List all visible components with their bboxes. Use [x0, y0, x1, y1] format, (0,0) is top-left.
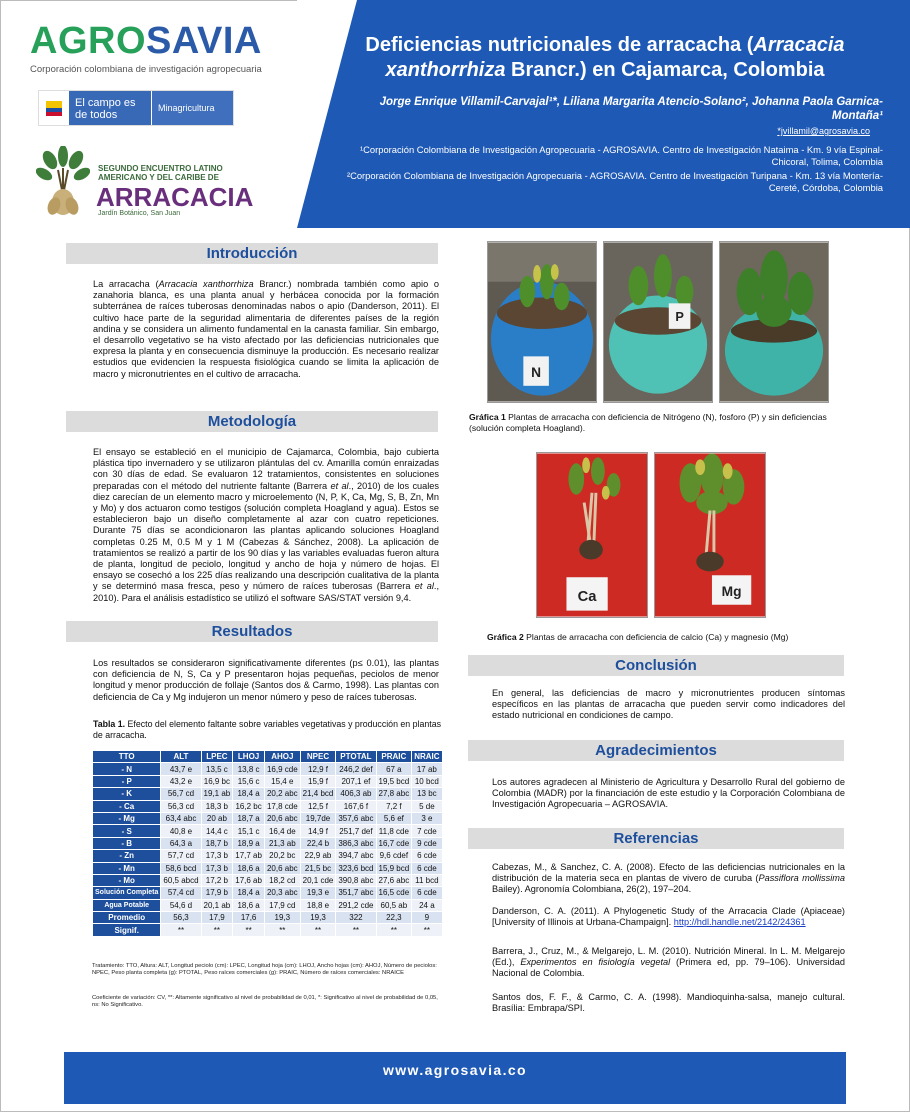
table-cell: 20,6 abc — [264, 812, 300, 824]
table-cell: 40,8 e — [161, 825, 201, 837]
table-note-abbreviations: Tratamiento: TTO, Altura: ALT, Longitud peciolo (cm): LPEC, Longitud hoja (cm): LHOJ, Ancho hojas (cm): AHOJ, Número de peciolos: NPEC, Peso planta completa (g): PTOTAL, Peso raíces comerciales (g): PRAIC, Número de raíces comerciales: NRAICE — [92, 963, 437, 976]
table-cell: 3 e — [412, 812, 442, 824]
table-cell: 14,9 f — [300, 825, 336, 837]
table-header-cell: LHOJ — [233, 751, 265, 763]
table-cell: 6 cde — [412, 862, 442, 874]
table-cell: 18,6 a — [233, 862, 265, 874]
table-row — [93, 912, 443, 924]
table-row-label: - N — [93, 763, 161, 775]
table-cell: 17,9 cd — [264, 899, 300, 911]
table-header-cell: LPEC — [201, 751, 233, 763]
table-cell: 56,7 cd — [161, 788, 201, 800]
table-cell: 390,8 abc — [336, 874, 376, 886]
table-row — [93, 899, 443, 911]
table-cell: 9,6 cdef — [376, 850, 412, 862]
table-cell: 17,9 — [201, 912, 233, 924]
table-cell: 13 bc — [412, 788, 442, 800]
table-cell: 5,6 ef — [376, 812, 412, 824]
table-header-cell: PRAIC — [376, 751, 412, 763]
table-row — [93, 788, 443, 800]
table-cell: 64,3 a — [161, 837, 201, 849]
table-header-cell: PTOTAL — [336, 751, 376, 763]
table-cell: 21,3 ab — [264, 837, 300, 849]
table-cell: 12,9 f — [300, 763, 336, 775]
table-cell: 7,2 f — [376, 800, 412, 812]
table-cell: 22,3 — [376, 912, 412, 924]
logo-subtitle: Corporación colombiana de investigación agropecuaria — [30, 64, 262, 75]
campo-text: El campo es de todos — [69, 91, 151, 125]
event-logo — [36, 146, 254, 218]
conclusion-heading: Conclusión — [468, 655, 844, 676]
table-cell: 16,2 bc — [233, 800, 265, 812]
metodologia-text: El ensayo se estableció en el municipio de Cajamarca, Colombia, bajo cubierta plástica tipo invernadero y se utilizaron plántulas del cv. Amarilla común enraizadas con 30 días de edad. Se evaluaron 12 tratamientos, consistentes en soluciones preparadas con el método del nutriente faltante (Barrera et al., 2010) de los cuales diez carecían de un elemento macro y microelemento (N, P, K, Ca, Mg, S, B, Zn, Mn y Mo) y dos actuaron como testigos (solución completa Hoagland y agua). Estos se establecieron bajo un diseño completamente al azar con cuatro repeticiones. Durante 75 días se acondicionaron las plantas aplicando soluciones Hoagland completas 0.25 M, 0.5 M y 1 M (Cabezas & Sánchez, 2008). La aplicación de tratamientos se realizó a partir de los 90 días y las variables evaluadas fueron altura de planta, longitud de peciolo, longitud y ancho de hoja y número de hojas. El ensayo se cosechó a los 225 días realizando una descripción cualitativa de la planta y se determinó masa fresca, peso y número de raíces tuberosas (Barrera et al., 2010). Para el análisis estadístico se utilizó el software SAS/STAT versión 9,4. — [93, 447, 439, 603]
table-cell: 6 cde — [412, 887, 442, 899]
table-cell: 14,4 c — [201, 825, 233, 837]
table-cell: 17,2 b — [201, 874, 233, 886]
table-cell: 21,4 bcd — [300, 788, 336, 800]
table-cell: 20,2 bc — [264, 850, 300, 862]
photo-plant-n — [487, 241, 597, 403]
table-header-cell: ALT — [161, 751, 201, 763]
table-row — [93, 812, 443, 824]
table-cell: 18,4 a — [233, 887, 265, 899]
table-row — [93, 887, 443, 899]
table-row-label: Agua Potable — [93, 899, 161, 911]
table-cell: 291,2 cde — [336, 899, 376, 911]
table-cell: 19,5 bcd — [376, 775, 412, 787]
figure-1-caption: Gráfica 1 Plantas de arracacha con deficiencia de Nitrógeno (N), fosforo (P) y sin deficiencias (solución completa Hoagland). — [469, 412, 827, 433]
table-caption: Tabla 1. Efecto del elemento faltante sobre variables vegetativas y producción en plantas de arracacha. — [93, 719, 442, 740]
table-cell: 54,6 d — [161, 899, 201, 911]
affiliation-2: ²Corporación Colombiana de Investigación Agropecuaria - AGROSAVIA. Centro de Investigación Turipana - Km. 13 vía Montería-Cereté, Córdoba, Colombia — [346, 170, 883, 193]
table-cell: 19,3 — [264, 912, 300, 924]
introduccion-text: La arracacha (Arracacia xanthorrhiza Brancr.) nombrada también como apio o zanahoria blanca, es una planta anual y herbácea conocida por la formación subterránea de raíces tuberosas denominadas nabos o apio (Danderson, 2011). El cultivo hace parte de la seguridad alimentaria de diferentes países de la región andina y se considera un alimento fundamental en la canasta familiar. Sin embargo, el desarrollo vegetativo se ha visto afectado por las deficiencias nutricionales que expresa la planta y en consecuencia disminuye la producción. Es necesario realizar estudios que evidencien la respuesta fisiológica cuando se limita la aplicación de macro y micronutrientes en el cultivo de arracacha. — [93, 279, 440, 379]
table-row — [93, 825, 443, 837]
table-cell: ** — [161, 924, 201, 936]
table-cell: ** — [233, 924, 265, 936]
table-cell: 6 cde — [412, 850, 442, 862]
table-cell: 11,8 cde — [376, 825, 412, 837]
table-cell: 16,9 cde — [264, 763, 300, 775]
table-cell: 18,2 cd — [264, 874, 300, 886]
table-cell: ** — [201, 924, 233, 936]
table-header-cell: TTO — [93, 751, 161, 763]
table-cell: ** — [336, 924, 376, 936]
table-row — [93, 924, 443, 936]
campo-logo — [38, 90, 234, 126]
reference-2: Danderson, C. A. (2011). A Phylogenetic Study of the Arracacia Clade (Apiaceae) [University of Illinois at Urbana-Champaign]. http://hdl.handle.net/2142/24361 — [492, 906, 845, 928]
table-row — [93, 874, 443, 886]
table-row-label: Solución Completa — [93, 887, 161, 899]
reference-2-link[interactable]: http://hdl.handle.net/2142/24361 — [673, 917, 806, 928]
event-name: ARRACACIA — [96, 182, 254, 212]
table-row-label: - Mg — [93, 812, 161, 824]
table-cell: 167,6 f — [336, 800, 376, 812]
table-cell: 15,1 c — [233, 825, 265, 837]
event-line: SEGUNDO ENCUENTRO LATINO AMERICANO Y DEL CARIBE DE — [98, 164, 223, 182]
table-cell: 11 bcd — [412, 874, 442, 886]
introduccion-heading: Introducción — [66, 243, 438, 264]
photo-plant-complete — [719, 241, 829, 403]
table-cell: 18,6 a — [233, 899, 265, 911]
results-table — [92, 750, 443, 937]
table-cell: 15,9 bcd — [376, 862, 412, 874]
colombia-flag-icon — [39, 91, 69, 125]
photo-plant-mg — [654, 452, 766, 618]
table-cell: 18,8 e — [300, 899, 336, 911]
table-row-label: - Ca — [93, 800, 161, 812]
table-cell: 12,5 f — [300, 800, 336, 812]
arracacha-plant-icon — [36, 146, 90, 218]
agrosavia-logo: AGROSAVIA Corporación colombiana de investigación agropecuaria — [30, 22, 280, 75]
agradecimientos-text: Los autores agradecen al Ministerio de Agricultura y Desarrollo Rural del gobierno de Colombia (MADR) por la financiación de este estudio y la Corporación Colombiana de Investigación Agropecuaria – AGROSAVIA. — [492, 777, 845, 810]
table-cell: 322 — [336, 912, 376, 924]
table-cell: 9 — [412, 912, 442, 924]
table-cell: 19,1 ab — [201, 788, 233, 800]
photo-plant-ca — [536, 452, 648, 618]
table-cell: 22,9 ab — [300, 850, 336, 862]
referencias-heading: Referencias — [468, 828, 844, 849]
table-cell: 56,3 — [161, 912, 201, 924]
table-row-label: - Zn — [93, 850, 161, 862]
table-row — [93, 775, 443, 787]
table-row-label: - B — [93, 837, 161, 849]
table-row-label: - Mo — [93, 874, 161, 886]
table-cell: 19,3 — [300, 912, 336, 924]
table-cell: 18,9 a — [233, 837, 265, 849]
table-cell: 17,6 — [233, 912, 265, 924]
resultados-text: Los resultados se consideraron significativamente diferentes (p≤ 0.01), las plantas con deficiencia de N, S, Ca y P presentaron hojas pequeñas, peciolos de menor longitud y menor producción de follaje (Santos dos & Carmo, 1998). Las plantas con deficiencia de Ca y Mg indujeron un menor número y peso de raíces tuberosas. — [93, 658, 439, 702]
table-cell: 67 a — [376, 763, 412, 775]
table-row-label: - P — [93, 775, 161, 787]
table-cell: 60,5 ab — [376, 899, 412, 911]
table-cell: 58,6 bcd — [161, 862, 201, 874]
table-cell: ** — [412, 924, 442, 936]
table-cell: 16,9 bc — [201, 775, 233, 787]
table-cell: 386,3 abc — [336, 837, 376, 849]
table-row-label: - Mn — [93, 862, 161, 874]
resultados-heading: Resultados — [66, 621, 438, 642]
photo-label-p: P — [675, 309, 684, 325]
authors: Jorge Enrique Villamil-Carvajal¹*, Liliana Margarita Atencio-Solano², Johanna Paola Garnica-Montaña¹ — [379, 96, 883, 122]
table-cell: ** — [376, 924, 412, 936]
table-cell: 17,3 b — [201, 862, 233, 874]
table-cell: 9 cde — [412, 837, 442, 849]
table-cell: 17,6 ab — [233, 874, 265, 886]
table-row-label: Promedio — [93, 912, 161, 924]
table-row-label: - S — [93, 825, 161, 837]
figure-2-caption: Gráfica 2 Plantas de arracacha con deficiencia de calcio (Ca) y magnesio (Mg) — [487, 632, 789, 642]
footer-url[interactable]: www.agrosavia.co — [382, 1062, 528, 1078]
table-cell: ** — [264, 924, 300, 936]
table-cell: 20,1 cde — [300, 874, 336, 886]
table-cell: 5 de — [412, 800, 442, 812]
table-cell: 57,4 cd — [161, 887, 201, 899]
table-row — [93, 763, 443, 775]
table-cell: 394,7 abc — [336, 850, 376, 862]
table-cell: 17,7 ab — [233, 850, 265, 862]
event-place: Jardín Botánico, San Juan — [98, 210, 181, 217]
table-cell: ** — [300, 924, 336, 936]
table-cell: 17,8 cde — [264, 800, 300, 812]
table-cell: 56,3 cd — [161, 800, 201, 812]
table-row-label: Signif. — [93, 924, 161, 936]
table-cell: 351,7 abc — [336, 887, 376, 899]
table-cell: 19,7de — [300, 812, 336, 824]
table-cell: 27,8 abc — [376, 788, 412, 800]
table-cell: 406,3 ab — [336, 788, 376, 800]
table-header-cell: NPEC — [300, 751, 336, 763]
table-cell: 60,5 abcd — [161, 874, 201, 886]
table-row — [93, 800, 443, 812]
table-cell: 18,3 b — [201, 800, 233, 812]
table-row — [93, 862, 443, 874]
table-row-label: - K — [93, 788, 161, 800]
table-cell: 27,6 abc — [376, 874, 412, 886]
reference-3: Barrera, J., Cruz, M., & Melgarejo, L. M. (2010). Nutrición Mineral. In L. M. Melgarejo (Ed.), Experimentos en fisiología vegetal (Primera ed, pp. 79–106). Universidad Nacional de Colombia. — [492, 946, 846, 979]
table-cell: 20,1 ab — [201, 899, 233, 911]
table-cell: 10 bcd — [412, 775, 442, 787]
table-cell: 20,2 abc — [264, 788, 300, 800]
table-cell: 16,5 cde — [376, 887, 412, 899]
affiliation-1: ¹Corporación Colombiana de Investigación Agropecuaria - AGROSAVIA. Centro de Investigación Nataima - Km. 9 vía Espinal-Chicoral, Tolima, Colombia — [360, 144, 883, 167]
table-cell: 21,5 bc — [300, 862, 336, 874]
table-cell: 57,7 cd — [161, 850, 201, 862]
metodologia-heading: Metodología — [66, 411, 438, 432]
table-row — [93, 837, 443, 849]
reference-1: Cabezas, M., & Sanchez, C. A. (2008). Efecto de las deficiencias nutricionales en la distribución de la materia seca en plantas de vivero de curuba (Passiflora mollissima Bailey). Agronomía Colombiana, 26(2), 197–204. — [492, 862, 845, 895]
agradecimientos-heading: Agradecimientos — [468, 740, 844, 761]
table-cell: 18,4 a — [233, 788, 265, 800]
table-cell: 13,8 c — [233, 763, 265, 775]
table-cell: 323,6 bcd — [336, 862, 376, 874]
poster-title: Deficiencias nutricionales de arracacha (Arracacia xanthorrhiza Brancr.) en Cajamarca, Colombia — [365, 34, 845, 81]
table-note-significance: Coeficiente de variación: CV, **: Altamente significativo al nivel de probabilidad de 0,01, *: Significativo al nivel de probabilidad de 0,05, ns: No Significativo. — [92, 995, 438, 1008]
table-cell: 20,3 abc — [264, 887, 300, 899]
table-cell: 13,5 c — [201, 763, 233, 775]
reference-4: Santos dos, F. F., & Carmo, C. A. (1998). Mandioquinha-salsa, manejo cultural. Brasília: Embrapa/SPI. — [492, 992, 845, 1014]
table-cell: 20,6 abc — [264, 862, 300, 874]
table-cell: 22,4 b — [300, 837, 336, 849]
table-cell: 43,2 e — [161, 775, 201, 787]
campo-ministry: Minagricultura — [151, 91, 233, 125]
contact-email[interactable]: *jvillamil@agrosavia.co — [777, 126, 870, 136]
conclusion-text: En general, las deficiencias de macro y micronutrientes producen síntomas específicos en las plantas de arracacha que pueden servir como indicadores del estado nutricional en condiciones de campo. — [492, 688, 845, 721]
table-cell: 7 cde — [412, 825, 442, 837]
table-header-cell: AHOJ — [264, 751, 300, 763]
table-cell: 17,3 b — [201, 850, 233, 862]
table-cell: 357,6 abc — [336, 812, 376, 824]
table-cell: 251,7 def — [336, 825, 376, 837]
photo-plant-p — [603, 241, 713, 403]
table-cell: 24 a — [412, 899, 442, 911]
table-header-cell: NRAIC — [412, 751, 442, 763]
photo-label-mg: Mg — [721, 583, 742, 599]
table-row — [93, 850, 443, 862]
table-cell: 15,4 e — [264, 775, 300, 787]
table-cell: 20 ab — [201, 812, 233, 824]
table-cell: 16,4 de — [264, 825, 300, 837]
table-cell: 19,3 e — [300, 887, 336, 899]
photo-label-n: N — [531, 364, 542, 380]
table-cell: 207,1 ef — [336, 775, 376, 787]
table-cell: 15,9 f — [300, 775, 336, 787]
table-cell: 18,7 b — [201, 837, 233, 849]
table-cell: 18,7 a — [233, 812, 265, 824]
table-cell: 17,9 b — [201, 887, 233, 899]
table-cell: 16,7 cde — [376, 837, 412, 849]
table-cell: 43,7 e — [161, 763, 201, 775]
table-cell: 15,6 c — [233, 775, 265, 787]
photo-label-ca: Ca — [577, 588, 597, 605]
table-cell: 246,2 def — [336, 763, 376, 775]
table-cell: 17 ab — [412, 763, 442, 775]
table-cell: 63,4 abc — [161, 812, 201, 824]
